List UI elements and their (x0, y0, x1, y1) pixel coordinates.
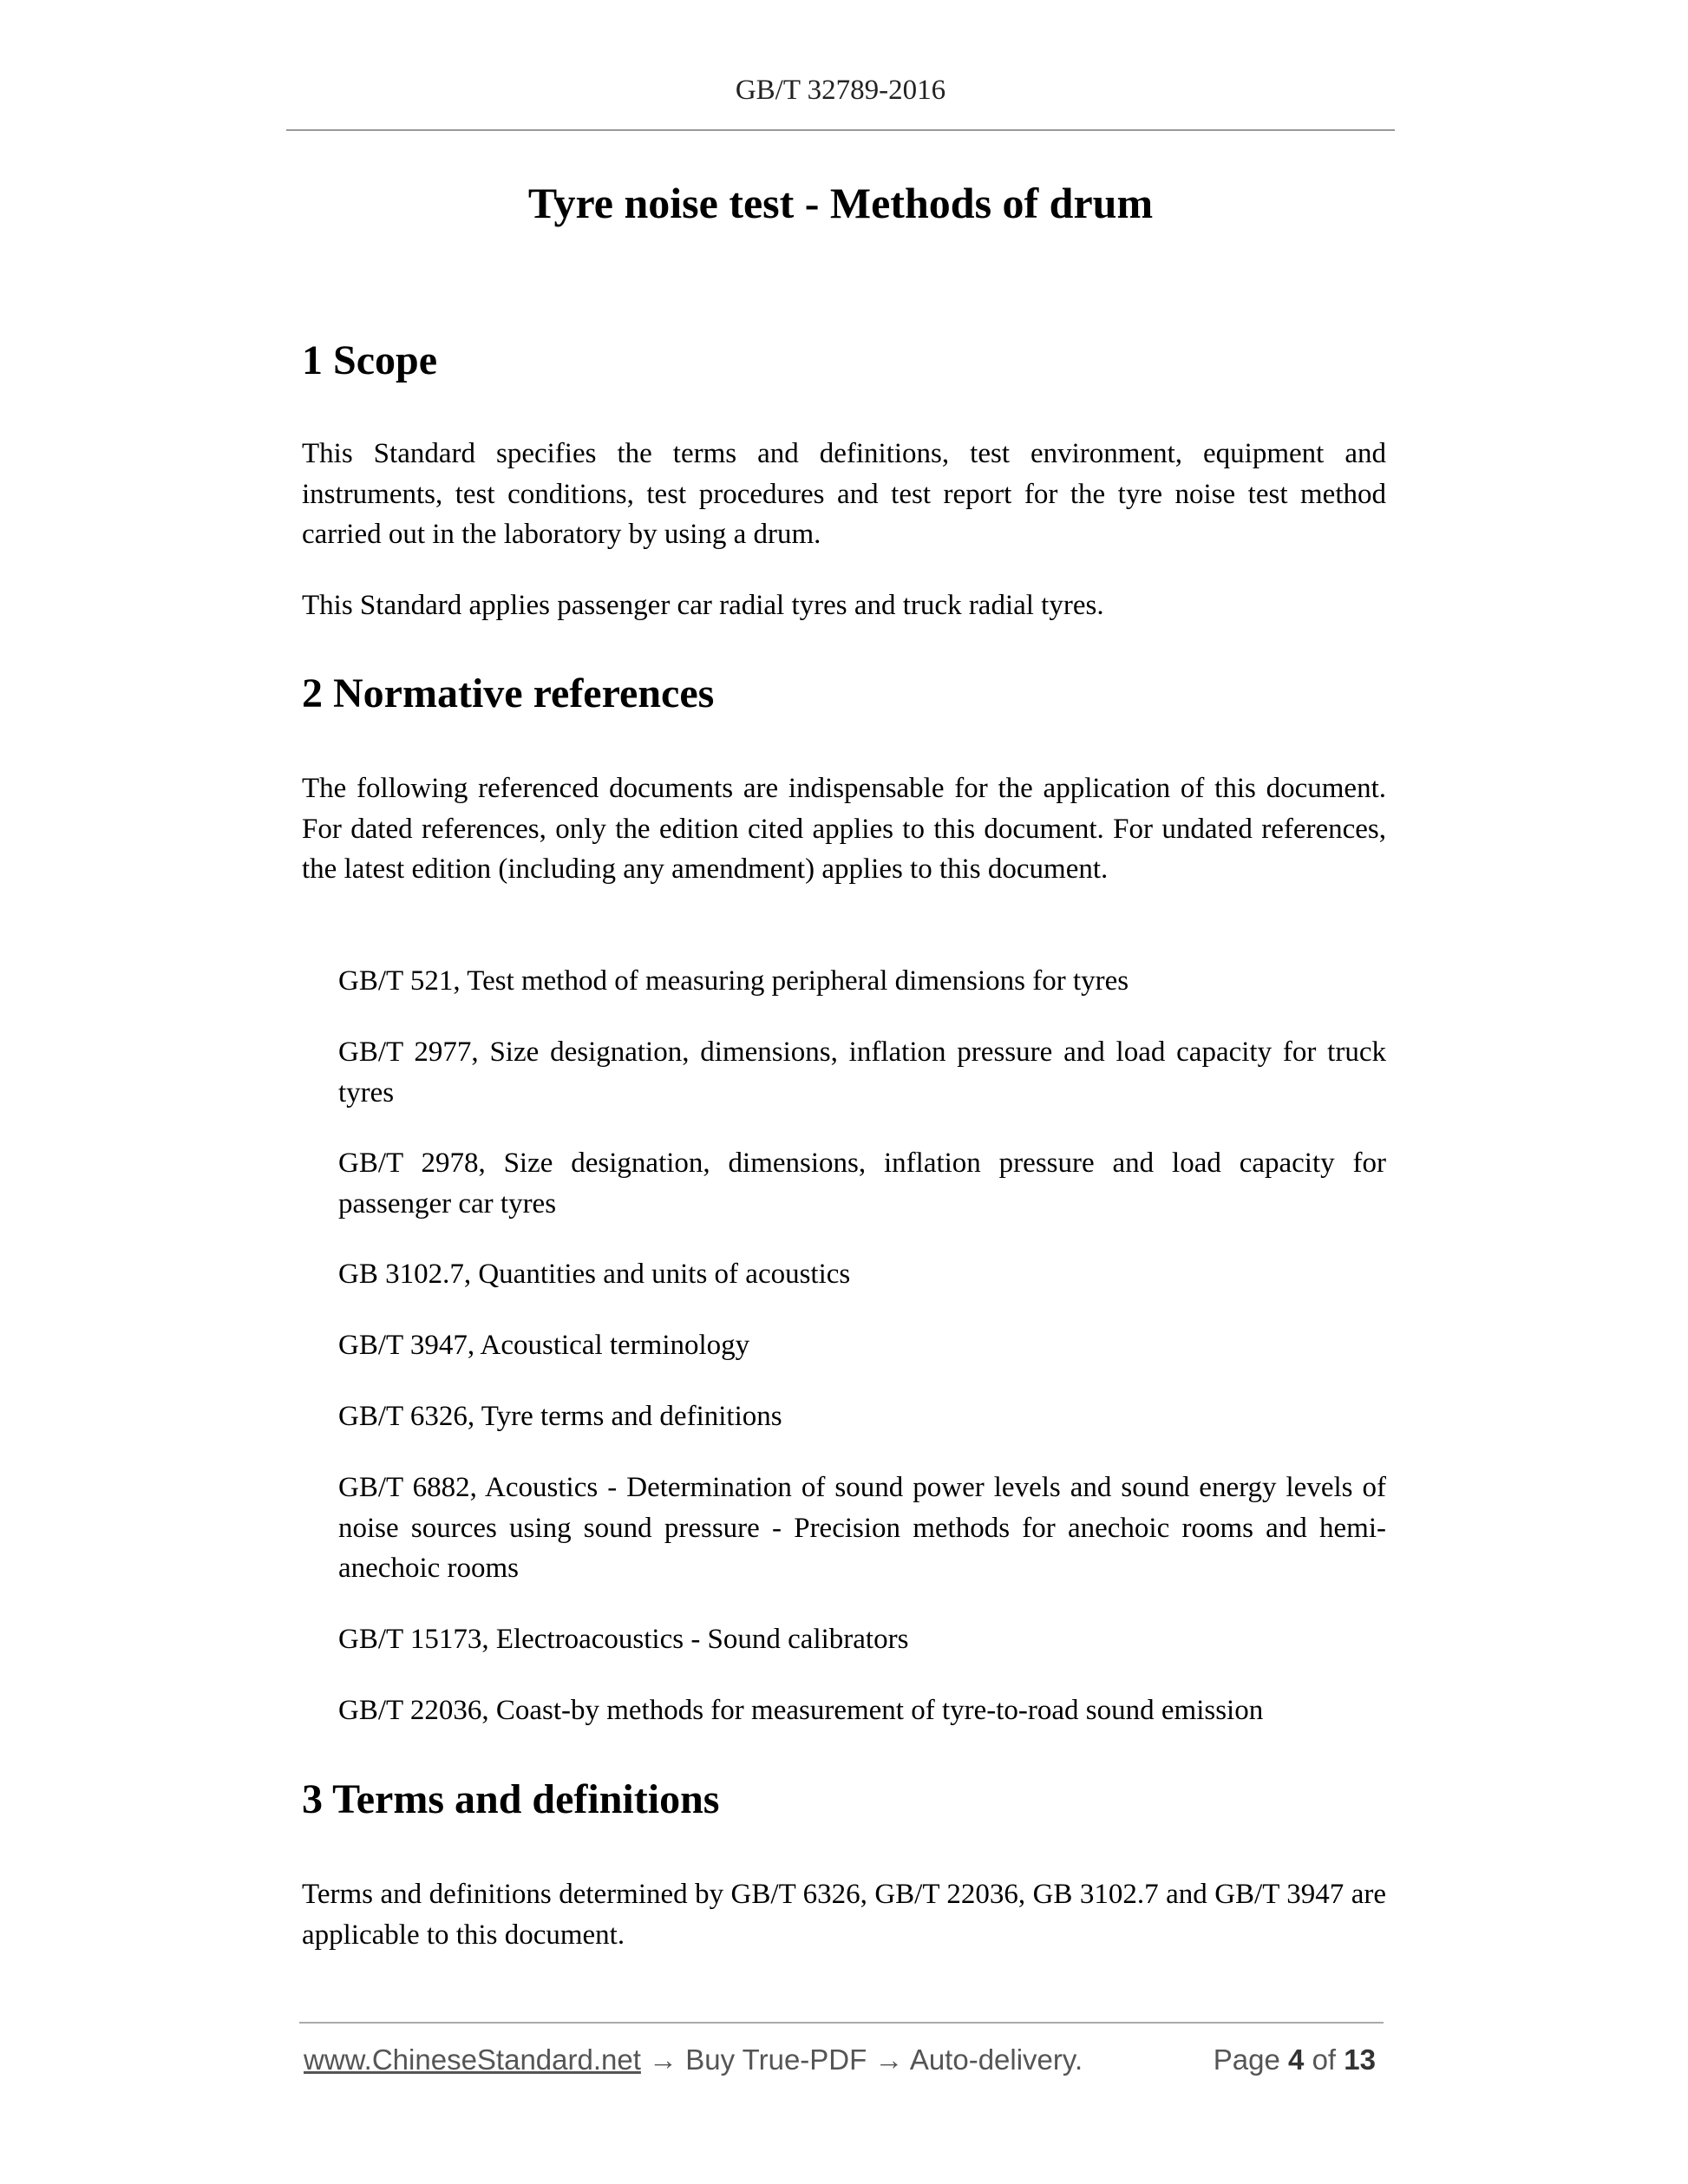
page-total: 13 (1344, 2043, 1376, 2076)
scope-paragraph-2: This Standard applies passenger car radial tyres and truck radial tyres. (302, 590, 1104, 621)
reference-item: GB 3102.7, Quantities and units of acoustics (338, 1259, 851, 1290)
scope-paragraph-1: This Standard specifies the terms and definitions, test environment, equipment and instruments, test conditions, test procedures and test report for the tyre noise test method carried out in the laboratory by using a drum. (302, 438, 1386, 550)
reference-item: GB/T 2977, Size designation, dimensions, inflation pressure and load capacity for truck tyres (338, 1036, 1386, 1108)
page-header-code: GB/T 32789-2016 (735, 75, 946, 106)
page-indicator (1214, 2043, 1376, 2076)
footer-promo-text: → Buy True-PDF → Auto-delivery. (640, 2043, 1083, 2076)
reference-item: GB/T 15173, Electroacoustics - Sound calibrators (338, 1624, 909, 1655)
header-divider (286, 129, 1395, 131)
page-number: 4 (1288, 2043, 1305, 2076)
footer-divider (299, 2022, 1384, 2024)
reference-item: GB/T 2978, Size designation, dimensions, inflation pressure and load capacity for passenger car tyres (338, 1148, 1386, 1220)
terms-definitions-paragraph: Terms and definitions determined by GB/T 6326, GB/T 22036, GB 3102.7 and GB/T 3947 are applicable to this document. (302, 1879, 1386, 1951)
section-heading-scope: 1 Scope (302, 337, 437, 383)
reference-item: GB/T 521, Test method of measuring peripheral dimensions for tyres (338, 965, 1129, 997)
page-footer (304, 2043, 1376, 2076)
page-label: Page (1213, 2043, 1280, 2076)
reference-item: GB/T 6326, Tyre terms and definitions (338, 1401, 782, 1432)
reference-item: GB/T 22036, Coast-by methods for measurement of tyre-to-road sound emission (338, 1695, 1264, 1726)
normative-references-intro: The following referenced documents are indispensable for the application of this document. For dated references, only the edition cited applies to this document. For undated references, the latest edition (including any amendment) applies to this document. (302, 773, 1386, 885)
document-title: Tyre noise test - Methods of drum (527, 179, 1154, 227)
reference-item: GB/T 6882, Acoustics - Determination of sound power levels and sound energy levels of noise sources using sound pressure - Precision methods for anechoic rooms and hemi-anechoic rooms (338, 1472, 1386, 1584)
chinese-standard-link[interactable]: www.ChineseStandard.net (304, 2043, 641, 2076)
of-label: of (1312, 2043, 1337, 2076)
reference-item: GB/T 3947, Acoustical terminology (338, 1330, 750, 1361)
section-heading-terms-definitions: 3 Terms and definitions (302, 1776, 720, 1822)
section-heading-normative-references: 2 Normative references (302, 670, 715, 716)
